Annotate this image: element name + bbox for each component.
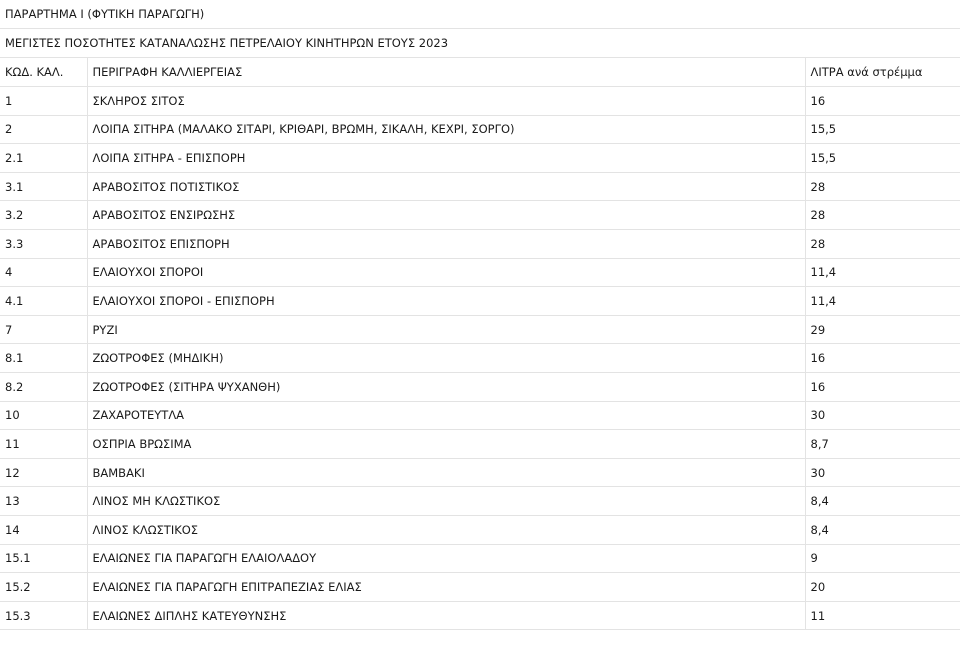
table-row (0, 287, 960, 316)
table-row (0, 458, 960, 487)
table-row (0, 87, 960, 116)
cell-code: 14 (0, 516, 87, 545)
table-row (0, 258, 960, 287)
table-row (0, 430, 960, 459)
cell-litra: 30 (805, 401, 960, 430)
cell-description: ΒΑΜΒΑΚΙ (87, 458, 805, 487)
cell-code: 3.2 (0, 201, 87, 230)
table-row (0, 230, 960, 259)
cell-litra: 30 (805, 458, 960, 487)
cell-litra: 16 (805, 373, 960, 402)
cell-code: 2 (0, 115, 87, 144)
cell-code: 4 (0, 258, 87, 287)
header-litra: ΛΙΤΡΑ ανά στρέμμα (805, 58, 960, 87)
cell-description: ΛΟΙΠΑ ΣΙΤΗΡΑ (ΜΑΛΑΚΟ ΣΙΤΑΡΙ, ΚΡΙΘΑΡΙ, ΒΡΩΜΗ, ΣΙΚΑΛΗ, ΚΕΧΡΙ, ΣΟΡΓΟ) (87, 115, 805, 144)
cell-description: ΖΩΟΤΡΟΦΕΣ (ΜΗΔΙΚΗ) (87, 344, 805, 373)
table-row (0, 601, 960, 630)
cell-code: 11 (0, 430, 87, 459)
cell-description: ΖΩΟΤΡΟΦΕΣ (ΣΙΤΗΡΑ ΨΥΧΑΝΘΗ) (87, 373, 805, 402)
cell-description: ΟΣΠΡΙΑ ΒΡΩΣΙΜΑ (87, 430, 805, 459)
document-title-row (0, 0, 960, 29)
cell-litra: 8,7 (805, 430, 960, 459)
cell-code: 15.3 (0, 601, 87, 630)
cell-description: ΖΑΧΑΡΟΤΕΥΤΛΑ (87, 401, 805, 430)
cell-litra: 11,4 (805, 258, 960, 287)
header-code: ΚΩΔ. ΚΑΛ. (0, 58, 87, 87)
cell-description: ΡΥΖΙ (87, 315, 805, 344)
cell-code: 8.1 (0, 344, 87, 373)
table-row (0, 344, 960, 373)
document-subtitle-row (0, 29, 960, 58)
cell-description: ΣΚΛΗΡΟΣ ΣΙΤΟΣ (87, 87, 805, 116)
cell-code: 8.2 (0, 373, 87, 402)
cell-litra: 15,5 (805, 144, 960, 173)
table-row (0, 516, 960, 545)
crop-fuel-table (0, 58, 960, 630)
cell-litra: 20 (805, 573, 960, 602)
table-row (0, 573, 960, 602)
table-row (0, 315, 960, 344)
cell-litra: 28 (805, 201, 960, 230)
cell-description: ΕΛΑΙΟΥΧΟΙ ΣΠΟΡΟΙ - ΕΠΙΣΠΟΡΗ (87, 287, 805, 316)
cell-description: ΕΛΑΙΩΝΕΣ ΓΙΑ ΠΑΡΑΓΩΓΗ ΕΛΑΙΟΛΑΔΟΥ (87, 544, 805, 573)
cell-litra: 11 (805, 601, 960, 630)
table-row (0, 172, 960, 201)
cell-description: ΑΡΑΒΟΣΙΤΟΣ ΕΠΙΣΠΟΡΗ (87, 230, 805, 259)
cell-litra: 8,4 (805, 487, 960, 516)
cell-litra: 16 (805, 87, 960, 116)
cell-litra: 28 (805, 172, 960, 201)
table-row (0, 373, 960, 402)
cell-description: ΕΛΑΙΩΝΕΣ ΓΙΑ ΠΑΡΑΓΩΓΗ ΕΠΙΤΡΑΠΕΖΙΑΣ ΕΛΙΑΣ (87, 573, 805, 602)
cell-litra: 16 (805, 344, 960, 373)
cell-litra: 29 (805, 315, 960, 344)
cell-code: 3.1 (0, 172, 87, 201)
cell-code: 2.1 (0, 144, 87, 173)
cell-description: ΛΙΝΟΣ ΚΛΩΣΤΙΚΟΣ (87, 516, 805, 545)
cell-code: 10 (0, 401, 87, 430)
table-row (0, 115, 960, 144)
table-header-row (0, 58, 960, 87)
table-row (0, 487, 960, 516)
cell-description: ΛΟΙΠΑ ΣΙΤΗΡΑ - ΕΠΙΣΠΟΡΗ (87, 144, 805, 173)
cell-code: 4.1 (0, 287, 87, 316)
document-title: ΠΑΡΑΡΤΗΜΑ Ι (ΦΥΤΙΚΗ ΠΑΡΑΓΩΓΗ) (5, 7, 205, 21)
cell-description: ΑΡΑΒΟΣΙΤΟΣ ΠΟΤΙΣΤΙΚΟΣ (87, 172, 805, 201)
header-description: ΠΕΡΙΓΡΑΦΗ ΚΑΛΛΙΕΡΓΕΙΑΣ (87, 58, 805, 87)
cell-litra: 28 (805, 230, 960, 259)
table-row (0, 201, 960, 230)
cell-litra: 9 (805, 544, 960, 573)
cell-code: 15.1 (0, 544, 87, 573)
cell-code: 13 (0, 487, 87, 516)
cell-description: ΑΡΑΒΟΣΙΤΟΣ ΕΝΣΙΡΩΣΗΣ (87, 201, 805, 230)
cell-code: 7 (0, 315, 87, 344)
cell-litra: 15,5 (805, 115, 960, 144)
cell-description: ΕΛΑΙΩΝΕΣ ΔΙΠΛΗΣ ΚΑΤΕΥΘΥΝΣΗΣ (87, 601, 805, 630)
cell-description: ΛΙΝΟΣ ΜΗ ΚΛΩΣΤΙΚΟΣ (87, 487, 805, 516)
cell-code: 1 (0, 87, 87, 116)
cell-litra: 11,4 (805, 287, 960, 316)
document-subtitle: ΜΕΓΙΣΤΕΣ ΠΟΣΟΤΗΤΕΣ ΚΑΤΑΝΑΛΩΣΗΣ ΠΕΤΡΕΛΑΙΟΥ ΚΙΝΗΤΗΡΩΝ ΕΤΟΥΣ 2023 (5, 36, 449, 50)
cell-code: 3.3 (0, 230, 87, 259)
table-body (0, 87, 960, 630)
table-row (0, 401, 960, 430)
cell-code: 12 (0, 458, 87, 487)
cell-description: ΕΛΑΙΟΥΧΟΙ ΣΠΟΡΟΙ (87, 258, 805, 287)
cell-litra: 8,4 (805, 516, 960, 545)
table-row (0, 544, 960, 573)
cell-code: 15.2 (0, 573, 87, 602)
table-row (0, 144, 960, 173)
